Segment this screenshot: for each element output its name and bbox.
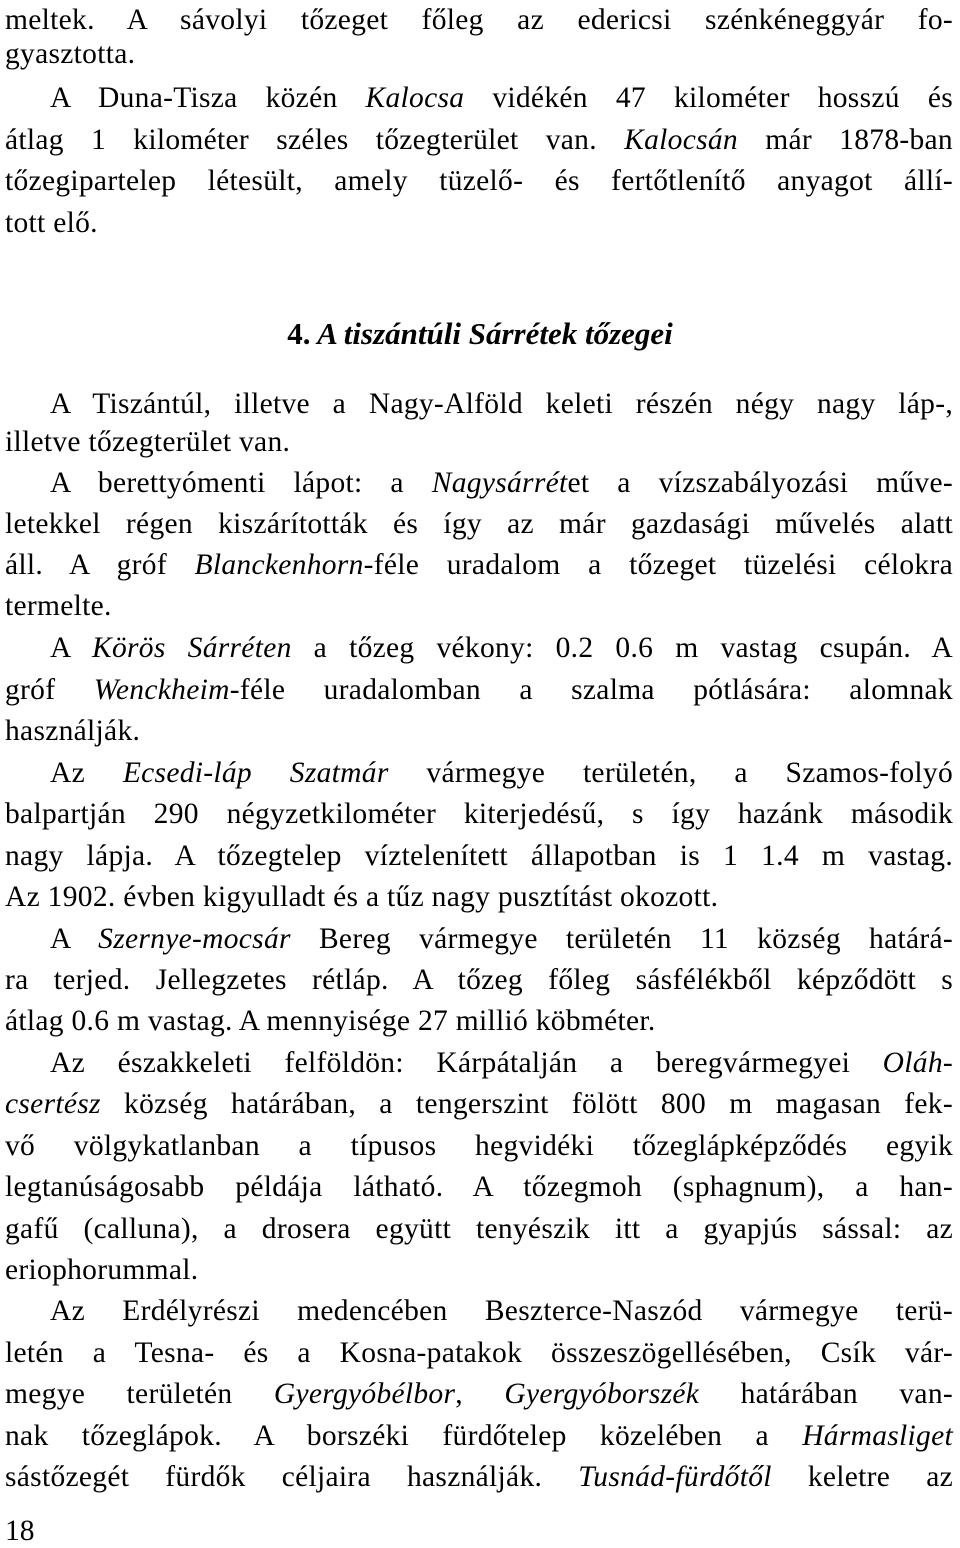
text-line: gafű (calluna), a drosera együtt tenyészik itt a gyapjús sással: az (5, 1213, 953, 1245)
text-line: Az Ecsedi-láp Szatmár vármegye területén, a Szamos-folyó (50, 757, 953, 789)
text-line: gróf Wenckheim-féle uradalomban a szalma pótlására: alomnak (5, 674, 953, 706)
section-heading (0, 318, 960, 349)
section-title: A tiszántúli Sárrétek tőzegei (317, 316, 673, 351)
text-line: letekkel régen kiszárították és így az már gazdasági művelés alatt (5, 508, 953, 540)
text-line: A Duna-Tisza közén Kalocsa vidékén 47 kilométer hosszú és (50, 82, 953, 114)
text-line: megye területén Gyergyóbélbor, Gyergyóborszék határában van- (5, 1378, 953, 1410)
section-number: 4. (287, 316, 311, 351)
text-line: vő völgykatlanban a típusos hegvidéki tőzeglápképződés egyik (5, 1130, 953, 1162)
text-line: átlag 1 kilométer széles tőzegterület van. Kalocsán már 1878-ban (5, 124, 953, 156)
text-line: ra terjed. Jellegzetes rétláp. A tőzeg főleg sásfélékből képződött s (5, 964, 953, 996)
text-line: A berettyómenti lápot: a Nagysárrétet a vízszabályozási műve- (50, 467, 953, 499)
text-line: nagy lápja. A tőzegtelep víztelenített állapotban is 1 1.4 m vastag. (5, 840, 953, 872)
text-line: tott elő. (5, 207, 98, 239)
text-line: átlag 0.6 m vastag. A mennyisége 27 millió köbméter. (5, 1005, 656, 1037)
text-line: eriophorummal. (5, 1254, 199, 1286)
text-line: Az 1902. évben kigyulladt és a tűz nagy pusztítást okozott. (5, 881, 719, 913)
text-line: A Tiszántúl, illetve a Nagy-Alföld keleti részén négy nagy láp-, (50, 388, 953, 420)
text-line: áll. A gróf Blanckenhorn-féle uradalom a tőzeget tüzelési célokra (5, 549, 953, 581)
text-line: csertész község határában, a tengerszint fölött 800 m magasan fek- (5, 1088, 953, 1120)
text-line: legtanúságosabb példája látható. A tőzegmoh (sphagnum), a han- (5, 1171, 953, 1203)
text-line: tőzegipartelep létesült, amely tüzelő- és fertőtlenítő anyagot állí- (5, 165, 953, 197)
text-line: sástőzegét fürdők céljaira használják. Tusnád-fürdőtől keletre az (5, 1461, 954, 1493)
text-line: A Körös Sárréten a tőzeg vékony: 0.2 0.6 m vastag csupán. A (50, 632, 954, 664)
text-line: Az Erdélyrészi medencében Beszterce-Naszód vármegye terü- (50, 1295, 953, 1327)
text-line: meltek. A sávolyi tőzeget főleg az edericsi szénkéneggyár fo- (5, 4, 953, 36)
text-line: nak tőzeglápok. A borszéki fürdőtelep közelében a Hármasliget (5, 1420, 953, 1452)
text-line: A Szernye-mocsár Bereg vármegye területén 11 község határá- (50, 923, 954, 955)
text-line: illetve tőzegterület van. (5, 426, 291, 458)
text-line: gyasztotta. (5, 38, 136, 70)
text-line: használják. (5, 715, 141, 747)
text-line: termelte. (5, 590, 112, 622)
text-line: balpartján 290 négyzetkilométer kiterjedésű, s így hazánk második (5, 798, 953, 830)
text-line: Az északkeleti felföldön: Kárpátalján a beregvármegyei Oláh- (50, 1047, 953, 1079)
page-number: 18 (5, 1515, 35, 1547)
text-line: letén a Tesna- és a Kosna-patakok összeszögellésében, Csík vár- (5, 1337, 953, 1369)
